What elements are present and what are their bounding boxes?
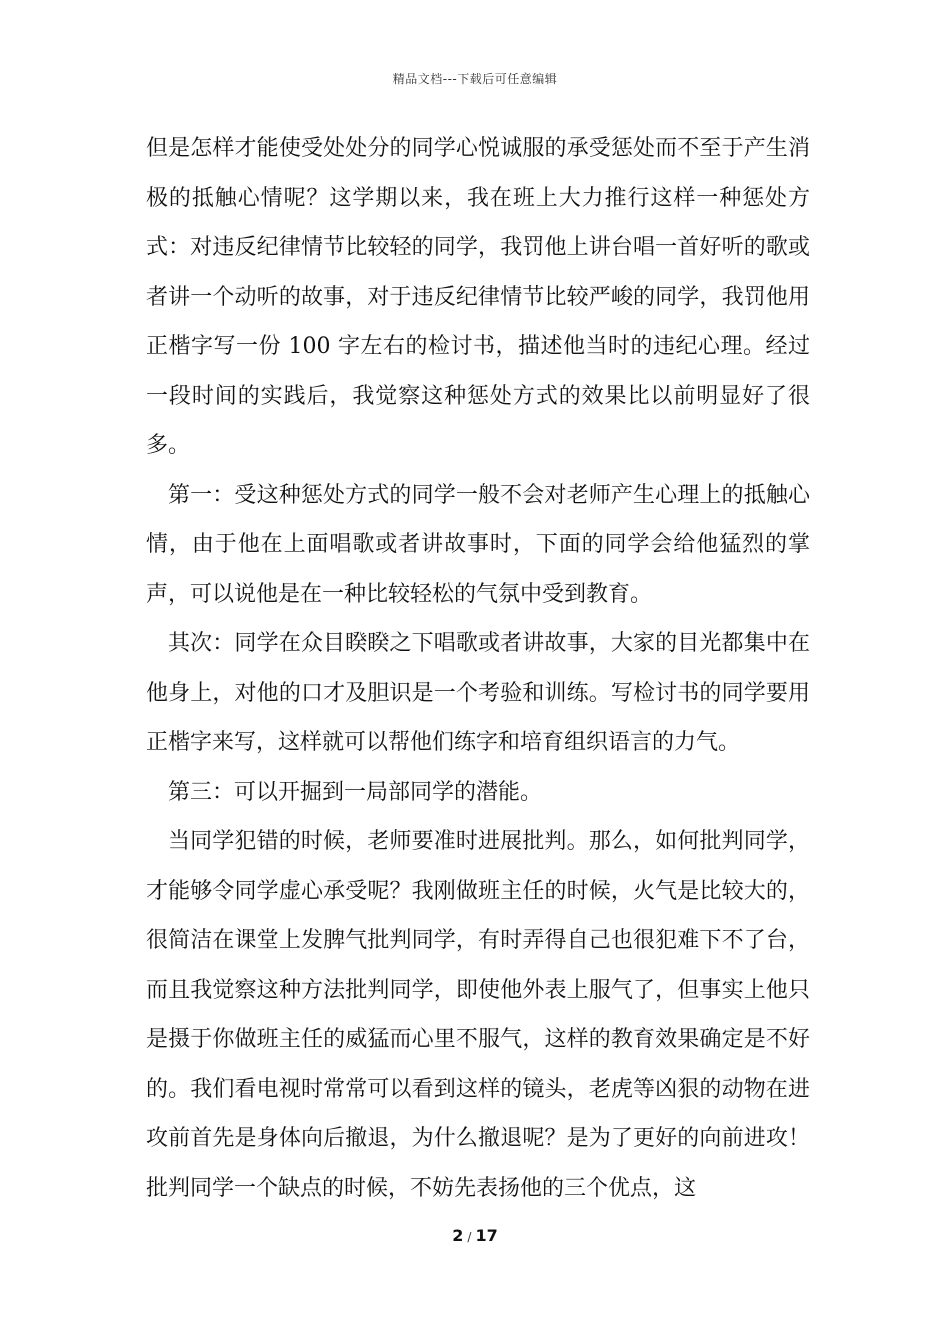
total-pages-number: 17: [475, 1226, 498, 1245]
paragraph-first-point: 第一：受这种惩处方式的同学一般不会对老师产生心理上的抵触心情，由于他在上面唱歌或者讲故事时，下面的同学会给他猛烈的掌声，可以说他是在一种比较轻松的气氛中受到教育。: [146, 482, 810, 607]
document-body: [146, 124, 810, 1213]
current-page-number: 2: [452, 1226, 464, 1245]
paragraph-third-point: 第三：可以开掘到一局部同学的潜能。: [168, 779, 543, 805]
page-number: [0, 1226, 950, 1245]
paragraph-intro: 但是怎样才能使受处处分的同学心悦诚服的承受惩处而不至于产生消极的抵触心情呢？这学期以来，我在班上大力推行这样一种惩处方式：对违反纪律情节比较轻的同学，我罚他上讲台唱一首好听的歌或者讲一个动听的故事，对于违反纪律情节比较严峻的同学，我罚他用正楷字写一份 100 字左右的检讨书，描述他当时的违纪心理。经过一段时间的实践后，我觉察这种惩处方式的效果比以前明显好了很多。: [146, 136, 810, 458]
paragraph-criticism: 当同学犯错的时候，老师要准时进展批判。那么，如何批判同学，才能够令同学虚心承受呢？我刚做班主任的时候，火气是比较大的，很简洁在课堂上发脾气批判同学，有时弄得自己也很犯难下不了台，而且我觉察这种方法批判同学，即使他外表上服气了，但事实上他只是摄于你做班主任的威猛而心里不服气，这样的教育效果确定是不好的。我们看电视时常常可以看到这样的镜头，老虎等凶狠的动物在进攻前首先是身体向后撤退，为什么撤退呢？是为了更好的向前进攻！批判同学一个缺点的时候，不妨先表扬他的三个优点，这: [146, 829, 810, 1201]
page-separator: /: [467, 1230, 472, 1244]
paragraph-second-point: 其次：同学在众目睽睽之下唱歌或者讲故事，大家的目光都集中在他身上，对他的口才及胆识是一个考验和训练。写检讨书的同学要用正楷字来写，这样就可以帮他们练字和培育组织语言的力气。: [146, 631, 810, 755]
page-header: 精品文档---下载后可任意编辑: [392, 72, 558, 86]
